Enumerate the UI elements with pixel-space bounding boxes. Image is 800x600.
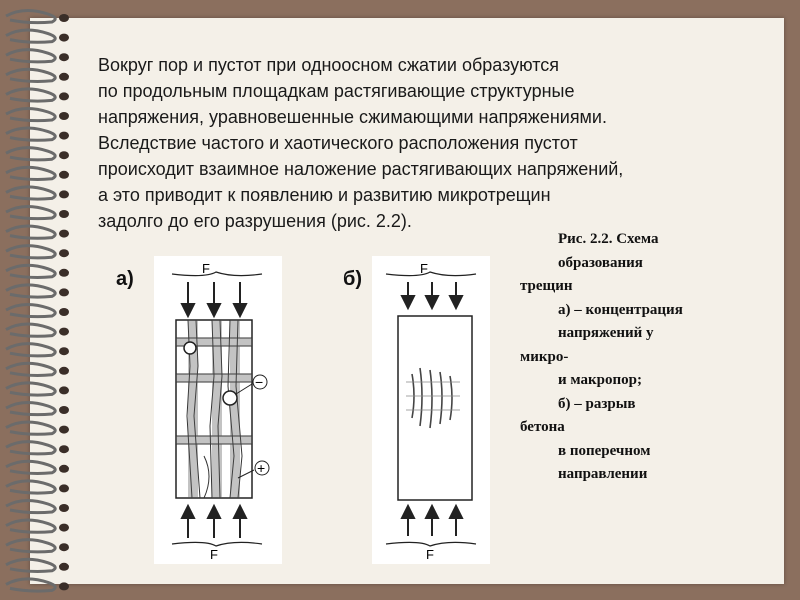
caption-line: в поперечном [558, 442, 651, 459]
spiral-binding [0, 0, 80, 600]
spiral-ring [6, 226, 55, 238]
spiral-ring [6, 167, 55, 179]
spiral-ring [6, 108, 55, 120]
caption-line: микро- [520, 348, 569, 365]
force-bottom-label: F [210, 547, 218, 562]
force-brace-bottom [386, 542, 476, 546]
force-brace-top [386, 272, 476, 276]
caption-line: и макропор; [558, 372, 642, 388]
binding-hole [59, 92, 69, 100]
spiral-ring [6, 481, 55, 493]
binding-hole [59, 445, 69, 453]
binding-hole [59, 269, 69, 277]
binding-hole [59, 14, 69, 22]
body-line: Вследствие частого и хаотического расположения пустот [98, 133, 578, 153]
binding-hole [59, 112, 69, 120]
arrows-bottom [402, 506, 462, 536]
pore-small [184, 342, 196, 354]
spiral-ring [6, 422, 55, 434]
spiral-ring [6, 559, 55, 571]
spiral-ring [6, 69, 55, 81]
binding-hole [59, 171, 69, 179]
figure-a-diagram [154, 256, 282, 564]
crack-lines [412, 368, 452, 428]
arrows-bottom [182, 506, 246, 538]
figure-b-label: б) [343, 268, 363, 290]
figure-caption [520, 228, 770, 487]
spiral-ring [6, 579, 55, 591]
spiral-ring [6, 128, 55, 140]
binding-hole [59, 386, 69, 394]
spiral-ring [6, 442, 55, 454]
binding-hole [59, 34, 69, 42]
spiral-ring [6, 383, 55, 395]
caption-line: а) – концентрация [558, 301, 683, 318]
binding-hole [59, 524, 69, 532]
binding-hole [59, 190, 69, 198]
binding-hole [59, 504, 69, 512]
specimen-b [398, 316, 472, 500]
binding-hole [59, 308, 69, 316]
binding-hole [59, 151, 69, 159]
binding-hole [59, 367, 69, 375]
spiral-ring [6, 520, 55, 532]
binding-hole [59, 288, 69, 296]
body-paragraph [98, 52, 768, 234]
plus-sign: + [257, 460, 266, 476]
spiral-ring [6, 50, 55, 62]
binding-hole [59, 582, 69, 590]
binding-hole [59, 484, 69, 492]
spiral-ring [6, 10, 55, 22]
binding-hole [59, 249, 69, 257]
spiral-ring [6, 89, 55, 101]
spiral-ring [6, 285, 55, 297]
binding-hole [59, 543, 69, 551]
binding-hole [59, 465, 69, 473]
spiral-ring [6, 206, 55, 218]
spiral-ring [6, 540, 55, 552]
binding-hole [59, 53, 69, 61]
caption-line: напряжений у [558, 325, 654, 341]
arrows-top [182, 282, 246, 316]
caption-line: трещин [520, 278, 573, 294]
body-line: Вокруг пор и пустот при одноосном сжатии образуются [98, 55, 560, 75]
caption-line: б) – разрыв [558, 395, 636, 412]
arrows-top [402, 282, 462, 308]
spiral-ring [6, 461, 55, 473]
force-brace-top [172, 272, 262, 276]
binding-hole [59, 406, 69, 414]
figure-a-label: а) [116, 268, 134, 290]
binding-hole [59, 347, 69, 355]
binding-hole [59, 563, 69, 571]
body-line: по продольным площадкам растягивающие структурные [98, 81, 575, 101]
binding-hole [59, 328, 69, 336]
force-top-label: F [420, 261, 428, 276]
caption-line: направлении [558, 466, 648, 482]
figure-b-diagram [372, 256, 490, 564]
body-line: а это приводит к появлению и развитию микротрещин [98, 185, 551, 205]
spiral-ring [6, 187, 55, 199]
body-line: задолго до его разрушения (рис. 2.2). [98, 211, 412, 231]
binding-hole [59, 210, 69, 218]
spiral-ring [6, 344, 55, 356]
caption-line: бетона [520, 419, 565, 435]
body-line: напряжения, уравновешенные сжимающими напряжениями. [98, 107, 607, 127]
caption-line: Рис. 2.2. Схема [558, 231, 659, 247]
spiral-ring [6, 246, 55, 258]
binding-hole [59, 230, 69, 238]
spiral-ring [6, 500, 55, 512]
spiral-ring [6, 304, 55, 316]
caption-line: образования [558, 254, 643, 271]
pore-large [223, 391, 237, 405]
force-top-label: F [202, 261, 210, 276]
spiral-ring [6, 324, 55, 336]
spiral-ring [6, 363, 55, 375]
minus-sign: − [255, 374, 264, 390]
binding-hole [59, 73, 69, 81]
spiral-ring [6, 148, 55, 160]
body-line: происходит взаимное наложение растягивающих напряжений, [98, 159, 624, 179]
spiral-ring [6, 402, 55, 414]
spiral-ring [6, 265, 55, 277]
spiral-ring [6, 30, 55, 42]
force-bottom-label: F [426, 547, 434, 562]
force-brace-bottom [172, 542, 262, 546]
binding-hole [59, 132, 69, 140]
binding-hole [59, 426, 69, 434]
